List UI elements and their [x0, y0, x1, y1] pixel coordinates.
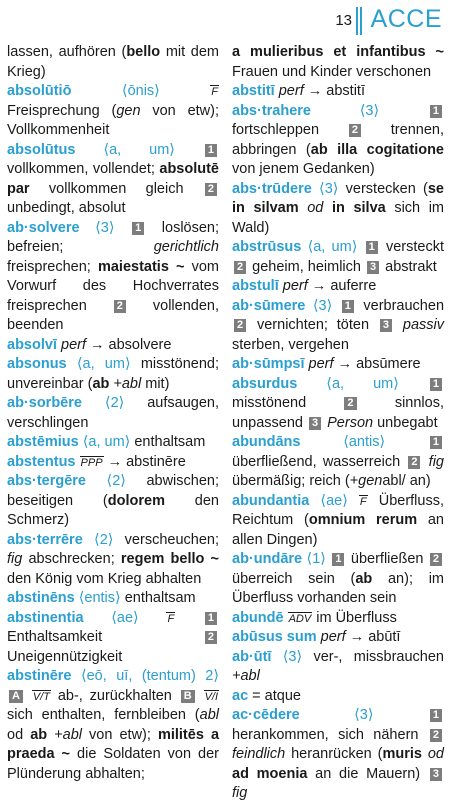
grammar-info: ⟨a, um⟩	[82, 434, 131, 450]
grammar-info: ⟨3⟩	[282, 648, 303, 665]
sense-number: 1	[332, 553, 344, 566]
dictionary-entry: abundē ADV im Überfluss	[232, 609, 397, 626]
latin-phrase: a mulieribus et infantibus ~	[232, 44, 444, 60]
dictionary-entry: abstulī perf → auferre	[232, 278, 377, 294]
grammar-info: ⟨3⟩	[312, 297, 333, 314]
italic-note: perf	[308, 356, 334, 372]
italic-note: passiv	[402, 317, 445, 333]
dictionary-entry: abs·tergēre ⟨2⟩ abwischen; beseitigen (dolorem den Schmerz)	[7, 473, 220, 528]
dictionary-entry: abs·trūdere ⟨3⟩ verstecken (se in silvam od in silva sich im Wald)	[232, 180, 444, 236]
sense-number: 2	[408, 456, 420, 469]
dictionary-entry: ab·solvere ⟨3⟩ 1 loslösen; befreien; gerichtlich freisprechen; maiestatis ~ vom Vorwurf des Hochverrates freisprechen 2 vollenden, beenden	[7, 219, 220, 333]
grammar-info: ⟨1⟩	[306, 551, 326, 567]
sense-number: A	[9, 690, 23, 703]
headword: abs·terrēre	[7, 531, 83, 548]
dictionary-entry: abstinēns ⟨entis⟩ enthaltsam	[7, 590, 196, 606]
headword: abstulī	[232, 278, 279, 294]
grammar-info: ⟨2⟩	[94, 531, 114, 548]
headword: abstinentia	[7, 609, 84, 626]
grammar-info: ⟨ae⟩	[111, 609, 139, 626]
sense-number: 2	[349, 124, 361, 137]
dictionary-entry: ab·undāre ⟨1⟩ 1 überfließen 2 überreich sein (ab an); im Überfluss vorhanden sein	[232, 551, 445, 606]
italic-note: feindlich	[232, 746, 286, 762]
abbreviation-box: V/I	[204, 690, 219, 703]
latin-phrase: militēs a praeda ~	[7, 726, 220, 762]
italic-note: perf	[282, 278, 308, 294]
dictionary-entry: abstrūsus ⟨a, um⟩ 1 versteckt 2 geheim, heimlich 3 abstrakt	[232, 239, 444, 275]
headword: absolūtiō	[7, 83, 72, 99]
grammar-info: ⟨entis⟩	[78, 590, 121, 606]
italic-note: Person	[327, 414, 374, 431]
sense-number: 2	[430, 553, 442, 566]
header-divider	[356, 7, 362, 35]
latin-phrase: ad moenia	[232, 765, 308, 782]
latin-phrase: ab	[30, 726, 48, 743]
abbreviation-box: ADV	[288, 612, 312, 625]
sense-number: 1	[430, 436, 442, 449]
headword: ab·undāre	[232, 551, 303, 567]
latin-phrase: ab	[92, 375, 110, 392]
latin-phrase: dolorem	[107, 492, 165, 509]
italic-note: abl	[199, 707, 219, 723]
dictionary-entry: ac = atque	[232, 687, 301, 704]
dictionary-entry: abs·terrēre ⟨2⟩ verscheuchen; fig abschrecken; regem bello ~ den König vom Krieg abhalten	[7, 531, 219, 587]
grammar-info: ⟨2⟩	[104, 395, 125, 411]
dictionary-entry: absolūtiō ⟨ōnis⟩ F Freisprechung (gen von etw); Vollkommenheit	[7, 83, 219, 138]
headword: absolvī	[7, 336, 57, 353]
dictionary-entry: ab·sorbēre ⟨2⟩ aufsaugen, verschlingen	[7, 395, 219, 431]
abbreviation-box: V/T	[32, 690, 50, 703]
headword: ac	[232, 687, 249, 704]
guide-word: ACCE	[370, 5, 442, 33]
grammar-info: ⟨3⟩	[95, 219, 115, 236]
headword: abstentus	[7, 453, 76, 470]
grammar-info: ⟨3⟩	[319, 180, 339, 197]
grammar-info: ⟨2⟩	[106, 473, 126, 489]
dictionary-entry: absolūtus ⟨a, um⟩ 1 vollkommen, vollendet; absolutē par vollkommen gleich 2 unbedingt, absolut	[7, 141, 219, 216]
headword: abs·tergēre	[7, 473, 86, 489]
sense-number: B	[181, 690, 195, 703]
grammar-info: ⟨antis⟩	[343, 434, 386, 450]
headword: absurdus	[232, 375, 298, 392]
dictionary-entry: ac·cēdere ⟨3⟩ 1 herankommen, sich nähern 2 feindlich heranrücken (muris od ad moenia an die Mauern) 3 fig	[232, 707, 444, 801]
headword: absolūtus	[7, 141, 76, 158]
left-column	[7, 43, 219, 784]
italic-note: fig	[428, 453, 444, 470]
grammar-info: ⟨a, um⟩	[76, 356, 131, 372]
dictionary-entry: abs·trahere ⟨3⟩ 1 fortschleppen 2 trennen, abbringen (ab illa cogitatione von jenem Gedanken)	[232, 102, 444, 177]
italic-note: perf	[61, 336, 86, 353]
sense-number: 1	[430, 709, 442, 722]
italic-note: +gen	[349, 473, 383, 489]
dictionary-entry: lassen, aufhören (bello mit dem Krieg)	[7, 44, 220, 80]
headword: abstitī	[232, 83, 275, 99]
dictionary-entry: absurdus ⟨a, um⟩ 1 misstönend 2 sinnlos, unpassend 3 Person unbegabt	[232, 375, 444, 431]
dictionary-entry: ab·sūmere ⟨3⟩ 1 verbrauchen 2 vernichten; töten 3 passiv sterben, vergehen	[232, 297, 445, 353]
latin-phrase: muris	[382, 746, 422, 762]
italic-note: perf	[278, 83, 304, 99]
dictionary-entry: abstinēre ⟨eō, uī, (tentum) 2⟩ A V/T ab-, zurückhalten B V/I sich enthalten, fernbleiben (abl od ab +abl von etw); militēs a praeda ~ die Soldaten von der Plünderung abhalten;	[7, 668, 220, 782]
grammar-info: ⟨a, um⟩	[307, 239, 358, 255]
dictionary-entry: abstitī perf → abstitī	[232, 83, 365, 99]
italic-note: +abl	[54, 726, 82, 743]
grammar-info: ⟨3⟩	[354, 707, 374, 723]
italic-note: gen	[116, 102, 141, 119]
sense-number: 2	[234, 319, 246, 332]
dictionary-entry: abūsus sum perf → abūtī	[232, 629, 401, 645]
sense-number: 3	[309, 417, 321, 430]
dictionary-entry: abstentus PPP → abstinēre	[7, 453, 186, 470]
latin-phrase: maiestatis ~	[97, 258, 185, 275]
abbreviation-box: PPP	[80, 456, 103, 469]
sense-number: 2	[234, 261, 246, 274]
sense-number: 2	[205, 183, 217, 196]
italic-note: fig	[7, 551, 23, 567]
sense-number: 1	[205, 144, 217, 157]
grammar-info: ⟨a, um⟩	[326, 375, 399, 392]
sense-number: 1	[366, 241, 378, 254]
abbreviation-box: F	[359, 495, 367, 508]
headword: ab·ūtī	[232, 648, 272, 665]
latin-phrase: regem bello ~	[120, 551, 219, 567]
italic-note: perf	[320, 629, 346, 645]
page-header	[0, 0, 450, 40]
dictionary-entry: ab·sūmpsī perf → absūmere	[232, 356, 421, 372]
italic-note: od	[307, 200, 324, 216]
latin-phrase: ab	[355, 570, 373, 587]
dictionary-entry: abundāns ⟨antis⟩ 1 überfließend, wasserreich 2 fig übermäßig; reich (+genabl/ an)	[232, 434, 444, 489]
sense-number: 3	[367, 261, 379, 274]
headword: ab·solvere	[7, 219, 80, 236]
sense-number: 2	[344, 397, 356, 410]
grammar-info: ⟨ōnis⟩	[121, 83, 160, 99]
dictionary-entry: abstinentia ⟨ae⟩ F 1 Enthaltsamkeit 2 Uneigennützigkeit	[7, 609, 219, 668]
sense-number: 3	[430, 768, 442, 781]
headword: abstēmius	[7, 434, 79, 450]
headword: abs·trahere	[232, 102, 311, 119]
dictionary-entry: abstēmius ⟨a, um⟩ enthaltsam	[7, 434, 206, 450]
grammar-info: ⟨ae⟩	[320, 492, 348, 509]
latin-phrase: absolutē par	[7, 161, 219, 197]
grammar-info: ⟨a, um⟩	[103, 141, 175, 158]
sense-number: 2	[114, 300, 126, 313]
headword: abundāns	[232, 434, 301, 450]
dictionary-entry: ab·ūtī ⟨3⟩ ver-, missbrauchen +abl	[232, 648, 444, 684]
abbreviation-box: F	[211, 86, 219, 98]
headword: abstinēns	[7, 590, 75, 606]
sense-number: 1	[205, 612, 217, 625]
dictionary-entry: absonus ⟨a, um⟩ misstönend; unvereinbar (ab +abl mit)	[7, 356, 219, 392]
headword: abstinēre	[7, 668, 72, 684]
headword: ab·sūmere	[232, 297, 306, 314]
sense-number: 1	[342, 300, 354, 313]
headword: absonus	[7, 356, 67, 372]
right-column	[232, 43, 444, 804]
headword: abstrūsus	[232, 239, 302, 255]
headword: abundantia	[232, 492, 310, 509]
sense-number: 2	[430, 729, 442, 742]
sense-number: 1	[132, 222, 144, 235]
grammar-info: ⟨eō, uī, (tentum) 2⟩	[80, 668, 219, 684]
dictionary-entry: a mulieribus et infantibus ~ Frauen und Kinder verschonen	[232, 44, 444, 80]
italic-note: +abl	[113, 375, 142, 392]
sense-number: 2	[205, 631, 217, 644]
italic-note: fig	[232, 785, 248, 801]
dictionary-entry: abundantia ⟨ae⟩ F Überfluss, Reichtum (omnium rerum an allen Dingen)	[232, 492, 444, 548]
headword: ab·sorbēre	[7, 395, 82, 411]
latin-phrase: bello	[126, 44, 161, 60]
headword: ab·sūmpsī	[232, 356, 305, 372]
italic-note: gerichtlich	[153, 239, 219, 255]
grammar-info: ⟨3⟩	[359, 102, 380, 119]
headword: abundē	[232, 609, 284, 626]
sense-number: 1	[430, 105, 442, 118]
italic-note: od	[427, 746, 444, 762]
latin-phrase: omnium rerum	[308, 512, 418, 528]
headword: abs·trūdere	[232, 180, 312, 197]
italic-note: +abl	[232, 668, 260, 684]
headword: ac·cēdere	[232, 707, 300, 723]
abbreviation-box: F	[167, 612, 175, 625]
sense-number: 1	[430, 378, 442, 391]
latin-phrase: ab illa cogitatione	[310, 141, 444, 158]
latin-phrase: in silva	[331, 200, 386, 216]
dictionary-entry: absolvī perf → absolvere	[7, 336, 172, 353]
latin-phrase: se in silvam	[232, 180, 444, 216]
headword: abūsus sum	[232, 629, 317, 645]
page-number: 13	[335, 12, 352, 29]
sense-number: 3	[380, 319, 392, 332]
